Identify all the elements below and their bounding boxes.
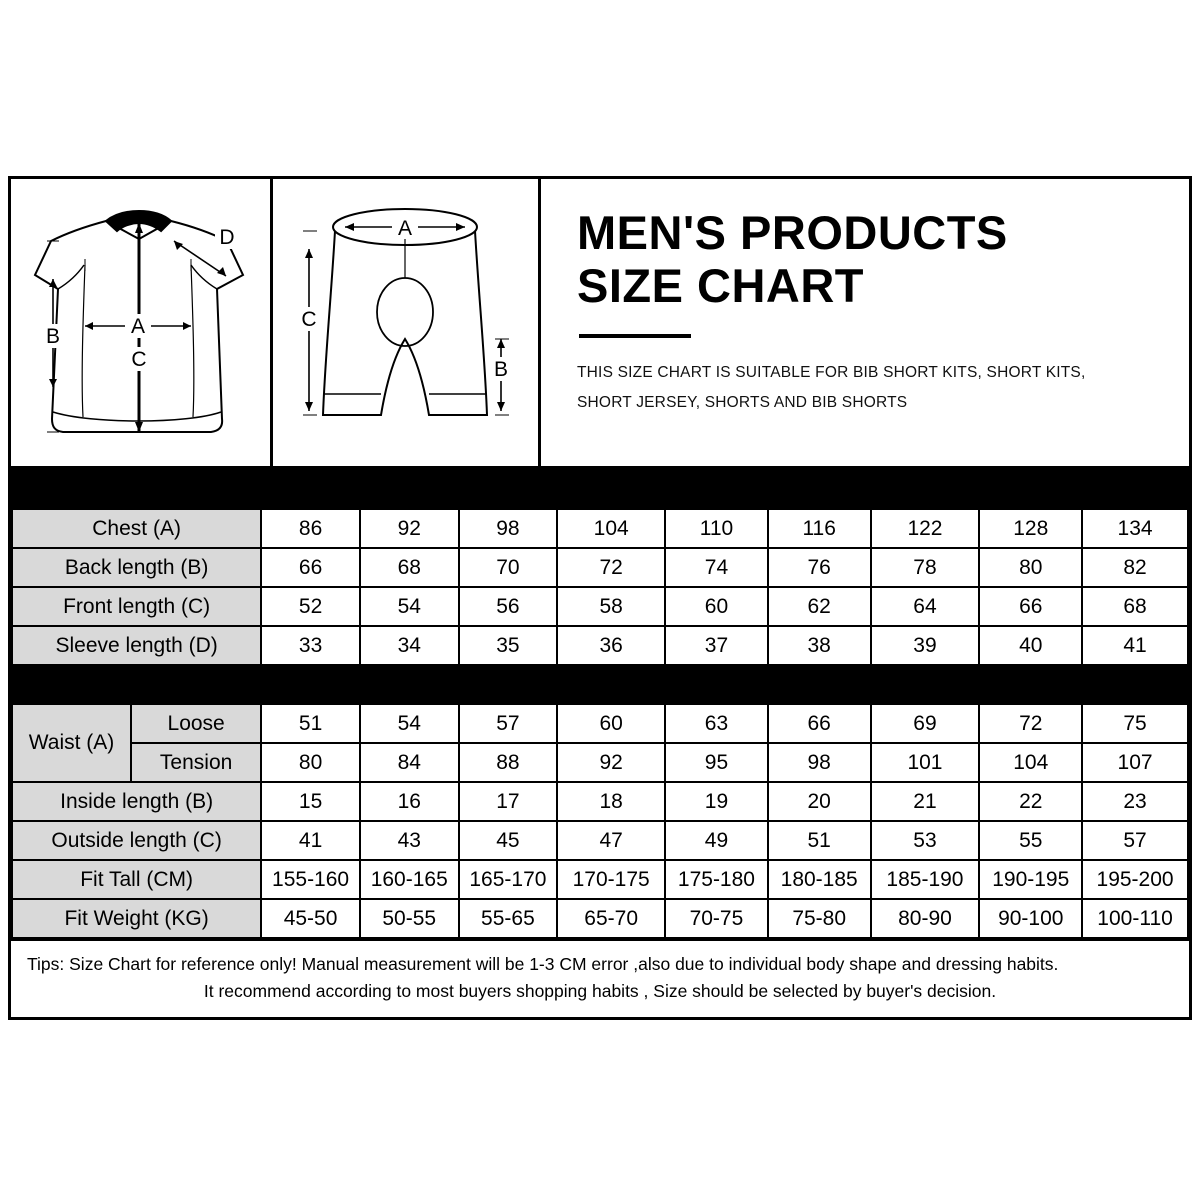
cell-inside-length-4xl: 22 [979, 782, 1082, 821]
cell-fit-weight-l: 65-70 [557, 899, 665, 938]
cell-inside-length-xs: 15 [261, 782, 360, 821]
title-divider [579, 334, 691, 338]
cell-sleeve-length-m: 35 [459, 626, 558, 665]
cell-waist-tension-xxl: 98 [768, 743, 871, 782]
cell-front-length-xl: 60 [665, 587, 768, 626]
cell-back-length-xxxl: 78 [871, 548, 980, 587]
cell-fit-tall-xs: 155-160 [261, 860, 360, 899]
cell-waist-tension-xl: 95 [665, 743, 768, 782]
tips-note [11, 939, 1189, 1017]
cell-chest-s: 92 [360, 509, 459, 548]
cell-front-length-l: 58 [557, 587, 665, 626]
svg-text:D: D [219, 226, 235, 249]
row-sublabel-loose: Loose [131, 704, 261, 743]
size-header-xxxl: XXXL [871, 470, 980, 509]
size-header-l: L [557, 470, 665, 509]
cell-waist-loose-xxxl: 69 [871, 704, 980, 743]
chart-subtitle [577, 358, 1189, 418]
table-row [12, 587, 1188, 626]
cell-inside-length-xl: 19 [665, 782, 768, 821]
row-label-waist: Waist (A) [12, 704, 131, 782]
cell-outside-length-xxl: 51 [768, 821, 871, 860]
jersey-diagram [11, 179, 273, 466]
cell-sleeve-length-xxl: 38 [768, 626, 871, 665]
cell-front-length-xxxl: 64 [871, 587, 980, 626]
size-header-xs: XS [261, 470, 360, 509]
cell-chest-l: 104 [557, 509, 665, 548]
pants-size-header-l: L [557, 665, 665, 704]
cell-fit-tall-xxl: 180-185 [768, 860, 871, 899]
cell-fit-weight-4xl: 90-100 [979, 899, 1082, 938]
cell-inside-length-xxxl: 21 [871, 782, 980, 821]
table-row [12, 782, 1188, 821]
cell-sleeve-length-5xl: 41 [1082, 626, 1188, 665]
pants-size-header-s: S [360, 665, 459, 704]
chart-subtitle-line1: THIS SIZE CHART IS SUITABLE FOR BIB SHORT KITS, SHORT KITS, [577, 364, 1086, 382]
page-title-line2: SIZE CHART [577, 258, 864, 312]
cell-outside-length-l: 47 [557, 821, 665, 860]
cell-waist-loose-xs: 51 [261, 704, 360, 743]
row-sublabel-tension: Tension [131, 743, 261, 782]
cell-sleeve-length-l: 36 [557, 626, 665, 665]
cell-fit-tall-xl: 175-180 [665, 860, 768, 899]
cell-inside-length-s: 16 [360, 782, 459, 821]
cell-waist-loose-4xl: 72 [979, 704, 1082, 743]
cell-waist-loose-l: 60 [557, 704, 665, 743]
cell-waist-loose-m: 57 [459, 704, 558, 743]
row-label-back-length: Back length (B) [12, 548, 261, 587]
cell-fit-weight-s: 50-55 [360, 899, 459, 938]
table-row [12, 509, 1188, 548]
table-row [12, 899, 1188, 938]
cell-chest-xs: 86 [261, 509, 360, 548]
cell-fit-tall-xxxl: 185-190 [871, 860, 980, 899]
svg-text:A: A [397, 217, 413, 240]
pants-size-header-5xl: 5XL [1082, 665, 1188, 704]
cell-front-length-s: 54 [360, 587, 459, 626]
pants-diagram [273, 179, 541, 466]
row-label-outside-length: Outside length (C) [12, 821, 261, 860]
row-label-fit-tall: Fit Tall (CM) [12, 860, 261, 899]
cell-back-length-xxl: 76 [768, 548, 871, 587]
cell-back-length-xl: 74 [665, 548, 768, 587]
cell-waist-loose-s: 54 [360, 704, 459, 743]
cell-back-length-5xl: 82 [1082, 548, 1188, 587]
cell-sleeve-length-4xl: 40 [979, 626, 1082, 665]
table-row [12, 626, 1188, 665]
cell-front-length-m: 56 [459, 587, 558, 626]
cell-chest-xxl: 116 [768, 509, 871, 548]
row-label-front-length: Front length (C) [12, 587, 261, 626]
cell-inside-length-xxl: 20 [768, 782, 871, 821]
cell-back-length-l: 72 [557, 548, 665, 587]
cell-chest-xl: 110 [665, 509, 768, 548]
svg-text:C: C [301, 308, 317, 331]
jersey-section-label: Jersey (CM) [12, 470, 261, 509]
chart-subtitle-line2: SHORT JERSEY, SHORTS AND BIB SHORTS [577, 394, 908, 412]
cell-sleeve-length-s: 34 [360, 626, 459, 665]
cell-chest-xxxl: 122 [871, 509, 980, 548]
page-title [577, 207, 1189, 312]
cell-waist-tension-l: 92 [557, 743, 665, 782]
row-label-inside-length: Inside length (B) [12, 782, 261, 821]
cell-back-length-s: 68 [360, 548, 459, 587]
cell-waist-loose-xl: 63 [665, 704, 768, 743]
cell-fit-weight-5xl: 100-110 [1082, 899, 1188, 938]
cell-fit-weight-xs: 45-50 [261, 899, 360, 938]
size-header-s: S [360, 470, 459, 509]
pants-section-label: Pants (CM) [12, 665, 261, 704]
table-row [12, 704, 1188, 743]
cell-fit-tall-4xl: 190-195 [979, 860, 1082, 899]
table-row [12, 860, 1188, 899]
cell-front-length-4xl: 66 [979, 587, 1082, 626]
cell-outside-length-s: 43 [360, 821, 459, 860]
cell-chest-m: 98 [459, 509, 558, 548]
svg-text:B: B [493, 358, 509, 381]
pants-size-header-xs: XS [261, 665, 360, 704]
cell-back-length-4xl: 80 [979, 548, 1082, 587]
size-header-m: M [459, 470, 558, 509]
svg-text:A: A [130, 315, 146, 338]
cell-fit-tall-s: 160-165 [360, 860, 459, 899]
cell-fit-weight-m: 55-65 [459, 899, 558, 938]
cell-fit-tall-5xl: 195-200 [1082, 860, 1188, 899]
cell-waist-tension-4xl: 104 [979, 743, 1082, 782]
size-header-xxl: XXL [768, 470, 871, 509]
cell-inside-length-5xl: 23 [1082, 782, 1188, 821]
size-chart-container [8, 176, 1192, 1020]
cell-fit-weight-xl: 70-75 [665, 899, 768, 938]
pants-size-header-xxl: XXL [768, 665, 871, 704]
pants-size-header-xxxl: XXXL [871, 665, 980, 704]
svg-text:C: C [131, 348, 147, 371]
cell-sleeve-length-xs: 33 [261, 626, 360, 665]
cell-fit-tall-l: 170-175 [557, 860, 665, 899]
size-header-xl: XL [665, 470, 768, 509]
table-row [12, 743, 1188, 782]
cell-waist-tension-m: 88 [459, 743, 558, 782]
row-label-sleeve-length: Sleeve length (D) [12, 626, 261, 665]
jersey-header-row [12, 470, 1188, 509]
pants-size-header-m: M [459, 665, 558, 704]
row-label-chest: Chest (A) [12, 509, 261, 548]
cell-waist-tension-xxxl: 101 [871, 743, 980, 782]
cell-sleeve-length-xl: 37 [665, 626, 768, 665]
cell-waist-tension-5xl: 107 [1082, 743, 1188, 782]
tips-line2: It recommend according to most buyers shopping habits , Size should be selected by buyer's decision. [203, 981, 997, 1002]
cell-outside-length-xxxl: 53 [871, 821, 980, 860]
cell-waist-tension-xs: 80 [261, 743, 360, 782]
svg-text:B: B [45, 325, 61, 348]
size-table [11, 469, 1189, 939]
cell-waist-tension-s: 84 [360, 743, 459, 782]
table-row [12, 548, 1188, 587]
cell-outside-length-m: 45 [459, 821, 558, 860]
cell-back-length-m: 70 [459, 548, 558, 587]
tips-line1: Tips: Size Chart for reference only! Manual measurement will be 1-3 CM error ,also due to individual body shape and dressing habits. [27, 954, 1059, 974]
page-title-line1: MEN'S PRODUCTS [577, 206, 1008, 259]
cell-inside-length-l: 18 [557, 782, 665, 821]
size-header-5xl: 5XL [1082, 470, 1188, 509]
cell-chest-4xl: 128 [979, 509, 1082, 548]
cell-outside-length-4xl: 55 [979, 821, 1082, 860]
cell-fit-weight-xxxl: 80-90 [871, 899, 980, 938]
cell-outside-length-xs: 41 [261, 821, 360, 860]
row-label-fit-weight: Fit Weight (KG) [12, 899, 261, 938]
cell-waist-loose-5xl: 75 [1082, 704, 1188, 743]
cell-front-length-xs: 52 [261, 587, 360, 626]
size-header-4xl: 4XL [979, 470, 1082, 509]
cell-front-length-xxl: 62 [768, 587, 871, 626]
illustration-and-title-band [11, 179, 1189, 469]
chart-title-block [541, 179, 1189, 466]
cell-chest-5xl: 134 [1082, 509, 1188, 548]
table-row [12, 821, 1188, 860]
cell-sleeve-length-xxxl: 39 [871, 626, 980, 665]
cell-back-length-xs: 66 [261, 548, 360, 587]
pants-size-header-xl: XL [665, 665, 768, 704]
cell-outside-length-xl: 49 [665, 821, 768, 860]
pants-header-row [12, 665, 1188, 704]
pants-size-header-4xl: 4XL [979, 665, 1082, 704]
cell-fit-tall-m: 165-170 [459, 860, 558, 899]
cell-outside-length-5xl: 57 [1082, 821, 1188, 860]
cell-fit-weight-xxl: 75-80 [768, 899, 871, 938]
cell-inside-length-m: 17 [459, 782, 558, 821]
cell-front-length-5xl: 68 [1082, 587, 1188, 626]
cell-waist-loose-xxl: 66 [768, 704, 871, 743]
